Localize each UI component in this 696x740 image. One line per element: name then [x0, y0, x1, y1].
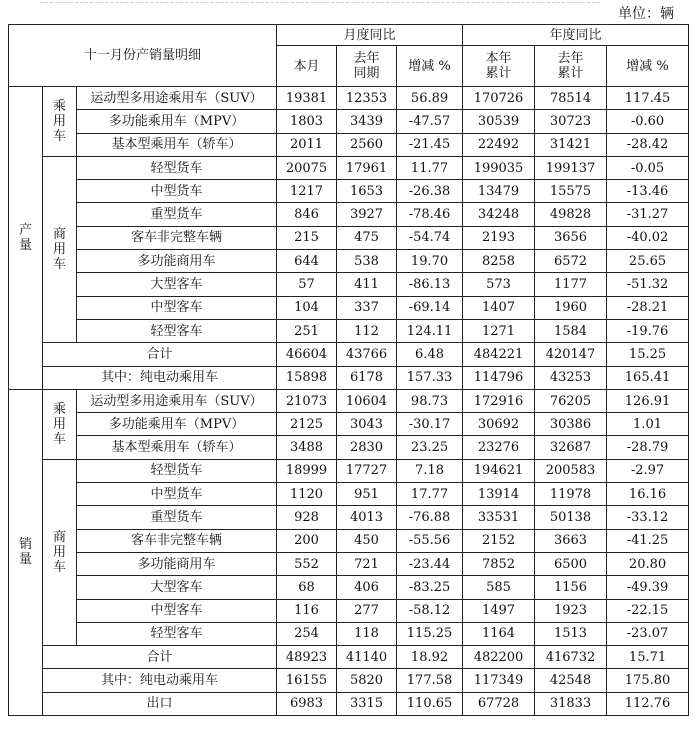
table-row — [9, 250, 689, 273]
cell-last-ytd: 49828 — [535, 203, 607, 226]
cell-last-ytd: 1156 — [535, 576, 607, 599]
cell-this-month: 2011 — [277, 133, 337, 156]
table-row — [9, 576, 689, 599]
table-row — [9, 319, 689, 342]
cell-ytd: 172916 — [463, 389, 535, 412]
cell-last-ytd: 6572 — [535, 250, 607, 273]
cell-last-year-same-period: 5820 — [337, 669, 397, 692]
col-header-monthly-change: 增减 % — [397, 46, 463, 87]
row-label: 中型客车 — [77, 296, 277, 319]
cell-annual-change: -13.46 — [607, 180, 689, 203]
cell-this-month: 552 — [277, 552, 337, 575]
cell-monthly-change: 17.77 — [397, 483, 463, 506]
cell-annual-change: 126.91 — [607, 389, 689, 412]
col-header-ytd: 本年 累计 — [463, 46, 535, 87]
cell-monthly-change: 115.25 — [397, 622, 463, 645]
cell-last-year-same-period: 118 — [337, 622, 397, 645]
cell-monthly-change: -78.46 — [397, 203, 463, 226]
cell-monthly-change: -58.12 — [397, 599, 463, 622]
cell-last-year-same-period: 12353 — [337, 87, 397, 110]
cell-last-year-same-period: 538 — [337, 250, 397, 273]
annual-group-header: 年度同比 — [463, 25, 689, 46]
table-row — [9, 413, 689, 436]
cell-this-month: 3488 — [277, 436, 337, 459]
total-row — [9, 646, 689, 669]
cell-last-year-same-period: 6178 — [337, 366, 397, 389]
table-row — [9, 436, 689, 459]
cell-this-month: 46604 — [277, 343, 337, 366]
cell-monthly-change: 177.58 — [397, 669, 463, 692]
cell-this-month: 2125 — [277, 413, 337, 436]
cell-ytd: 573 — [463, 273, 535, 296]
row-label: 多功能商用车 — [77, 552, 277, 575]
cell-last-ytd: 78514 — [535, 87, 607, 110]
table-row — [9, 110, 689, 133]
row-label: 其中：纯电动乘用车 — [43, 366, 277, 389]
cell-ytd: 30692 — [463, 413, 535, 436]
cell-this-month: 6983 — [277, 692, 337, 715]
row-label: 中型货车 — [77, 180, 277, 203]
table-row — [9, 389, 689, 412]
cell-last-year-same-period: 1653 — [337, 180, 397, 203]
cell-last-ytd: 200583 — [535, 459, 607, 482]
cell-last-year-same-period: 3927 — [337, 203, 397, 226]
cell-last-year-same-period: 10604 — [337, 389, 397, 412]
table-row — [9, 459, 689, 482]
cell-monthly-change: 157.33 — [397, 366, 463, 389]
cell-ytd: 117349 — [463, 669, 535, 692]
ev-row — [9, 366, 689, 389]
monthly-group-header: 月度同比 — [277, 25, 463, 46]
cell-last-ytd: 42548 — [535, 669, 607, 692]
cell-annual-change: 112.76 — [607, 692, 689, 715]
cell-ytd: 1271 — [463, 319, 535, 342]
row-label: 客车非完整车辆 — [77, 529, 277, 552]
cell-last-ytd: 11978 — [535, 483, 607, 506]
table-row — [9, 506, 689, 529]
table-title: 十一月份产销量明细 — [9, 25, 277, 87]
cell-last-year-same-period: 3315 — [337, 692, 397, 715]
table-row — [9, 87, 689, 110]
cell-last-ytd: 420147 — [535, 343, 607, 366]
cell-ytd: 13479 — [463, 180, 535, 203]
cell-ytd: 67728 — [463, 692, 535, 715]
row-label: 轻型货车 — [77, 459, 277, 482]
cell-ytd: 23276 — [463, 436, 535, 459]
cell-last-year-same-period: 112 — [337, 319, 397, 342]
cell-this-month: 20075 — [277, 156, 337, 179]
total-row — [9, 343, 689, 366]
table-row — [9, 133, 689, 156]
cell-annual-change: -0.05 — [607, 156, 689, 179]
cell-last-ytd: 3656 — [535, 226, 607, 249]
cell-ytd: 585 — [463, 576, 535, 599]
cell-last-ytd: 6500 — [535, 552, 607, 575]
cell-annual-change: -28.42 — [607, 133, 689, 156]
cell-annual-change: 165.41 — [607, 366, 689, 389]
cell-ytd: 170726 — [463, 87, 535, 110]
cell-monthly-change: 124.11 — [397, 319, 463, 342]
group-label-passenger: 乘 用 车 — [43, 389, 77, 459]
cell-last-year-same-period: 337 — [337, 296, 397, 319]
cell-ytd: 482200 — [463, 646, 535, 669]
cell-ytd: 1164 — [463, 622, 535, 645]
table-row — [9, 483, 689, 506]
cell-last-year-same-period: 43766 — [337, 343, 397, 366]
cell-annual-change: 1.01 — [607, 413, 689, 436]
row-label: 多功能商用车 — [77, 250, 277, 273]
cell-last-ytd: 50138 — [535, 506, 607, 529]
cell-annual-change: 16.16 — [607, 483, 689, 506]
cell-ytd: 1497 — [463, 599, 535, 622]
cell-last-ytd: 199137 — [535, 156, 607, 179]
cell-last-year-same-period: 3043 — [337, 413, 397, 436]
cell-monthly-change: 19.70 — [397, 250, 463, 273]
group-label-commercial: 商 用 车 — [43, 459, 77, 645]
cell-last-year-same-period: 450 — [337, 529, 397, 552]
cell-monthly-change: 98.73 — [397, 389, 463, 412]
row-label: 合计 — [43, 646, 277, 669]
cell-last-ytd: 31833 — [535, 692, 607, 715]
row-label: 重型货车 — [77, 506, 277, 529]
row-label: 合计 — [43, 343, 277, 366]
cell-this-month: 215 — [277, 226, 337, 249]
cell-monthly-change: -86.13 — [397, 273, 463, 296]
cell-last-ytd: 30723 — [535, 110, 607, 133]
cell-last-ytd: 1584 — [535, 319, 607, 342]
col-header-annual-change: 增减 % — [607, 46, 689, 87]
ev-row — [9, 669, 689, 692]
cell-last-year-same-period: 3439 — [337, 110, 397, 133]
cell-last-ytd: 3663 — [535, 529, 607, 552]
cell-annual-change: -22.15 — [607, 599, 689, 622]
table-row — [9, 622, 689, 645]
cell-ytd: 33531 — [463, 506, 535, 529]
cell-monthly-change: -54.74 — [397, 226, 463, 249]
cell-annual-change: -40.02 — [607, 226, 689, 249]
cell-this-month: 48923 — [277, 646, 337, 669]
row-label: 大型客车 — [77, 576, 277, 599]
cell-annual-change: -28.79 — [607, 436, 689, 459]
row-label: 轻型货车 — [77, 156, 277, 179]
row-label: 中型货车 — [77, 483, 277, 506]
cell-ytd: 2152 — [463, 529, 535, 552]
cell-monthly-change: -47.57 — [397, 110, 463, 133]
col-header-this-month: 本月 — [277, 46, 337, 87]
header-row-1 — [9, 25, 689, 46]
cell-last-year-same-period: 17961 — [337, 156, 397, 179]
cell-last-year-same-period: 406 — [337, 576, 397, 599]
table-row — [9, 156, 689, 179]
cell-annual-change: -0.60 — [607, 110, 689, 133]
cell-last-ytd: 1513 — [535, 622, 607, 645]
cell-ytd: 34248 — [463, 203, 535, 226]
cell-monthly-change: -76.88 — [397, 506, 463, 529]
row-label: 基本型乘用车（轿车） — [77, 436, 277, 459]
cell-monthly-change: -30.17 — [397, 413, 463, 436]
cell-ytd: 22492 — [463, 133, 535, 156]
cell-annual-change: -31.27 — [607, 203, 689, 226]
row-label: 多功能乘用车（MPV） — [77, 413, 277, 436]
cell-this-month: 1803 — [277, 110, 337, 133]
cell-monthly-change: 7.18 — [397, 459, 463, 482]
cell-this-month: 928 — [277, 506, 337, 529]
cell-last-ytd: 15575 — [535, 180, 607, 203]
cell-this-month: 1217 — [277, 180, 337, 203]
cell-last-ytd: 31421 — [535, 133, 607, 156]
col-header-last-year-same-period: 去年 同期 — [337, 46, 397, 87]
cell-this-month: 18999 — [277, 459, 337, 482]
row-label: 中型客车 — [77, 599, 277, 622]
row-label: 运动型多用途乘用车（SUV） — [77, 389, 277, 412]
cell-this-month: 16155 — [277, 669, 337, 692]
cell-last-year-same-period: 41140 — [337, 646, 397, 669]
table-row — [9, 203, 689, 226]
row-label: 基本型乘用车（轿车） — [77, 133, 277, 156]
row-label: 客车非完整车辆 — [77, 226, 277, 249]
cell-monthly-change: 23.25 — [397, 436, 463, 459]
cell-last-year-same-period: 2830 — [337, 436, 397, 459]
cell-this-month: 15898 — [277, 366, 337, 389]
cell-monthly-change: -26.38 — [397, 180, 463, 203]
cell-monthly-change: 6.48 — [397, 343, 463, 366]
section-label: 销 量 — [9, 389, 43, 715]
row-label: 其中：纯电动乘用车 — [43, 669, 277, 692]
cell-this-month: 19381 — [277, 87, 337, 110]
cell-annual-change: -33.12 — [607, 506, 689, 529]
cell-ytd: 2193 — [463, 226, 535, 249]
cell-monthly-change: 18.92 — [397, 646, 463, 669]
cell-annual-change: 15.71 — [607, 646, 689, 669]
table-row — [9, 226, 689, 249]
cell-annual-change: -49.39 — [607, 576, 689, 599]
unit-label: 单位：辆 — [618, 6, 674, 22]
cell-annual-change: 20.80 — [607, 552, 689, 575]
cell-ytd: 114796 — [463, 366, 535, 389]
cell-last-ytd: 1960 — [535, 296, 607, 319]
cell-ytd: 30539 — [463, 110, 535, 133]
cell-last-year-same-period: 4013 — [337, 506, 397, 529]
row-label: 大型客车 — [77, 273, 277, 296]
cell-this-month: 116 — [277, 599, 337, 622]
cell-this-month: 254 — [277, 622, 337, 645]
row-label: 运动型多用途乘用车（SUV） — [77, 87, 277, 110]
cell-annual-change: -41.25 — [607, 529, 689, 552]
cell-annual-change: -23.07 — [607, 622, 689, 645]
row-label: 轻型客车 — [77, 622, 277, 645]
section-label: 产 量 — [9, 87, 43, 390]
cell-this-month: 104 — [277, 296, 337, 319]
cell-last-year-same-period: 411 — [337, 273, 397, 296]
cell-last-ytd: 32687 — [535, 436, 607, 459]
cell-this-month: 251 — [277, 319, 337, 342]
cell-last-year-same-period: 277 — [337, 599, 397, 622]
table-row — [9, 296, 689, 319]
cell-annual-change: -2.97 — [607, 459, 689, 482]
cell-last-ytd: 1177 — [535, 273, 607, 296]
cell-ytd: 484221 — [463, 343, 535, 366]
cell-last-ytd: 76205 — [535, 389, 607, 412]
row-label: 轻型客车 — [77, 319, 277, 342]
cell-this-month: 57 — [277, 273, 337, 296]
cell-annual-change: -51.32 — [607, 273, 689, 296]
cell-ytd: 8258 — [463, 250, 535, 273]
cell-annual-change: -28.21 — [607, 296, 689, 319]
cell-ytd: 199035 — [463, 156, 535, 179]
export-row — [9, 692, 689, 715]
cell-annual-change: 15.25 — [607, 343, 689, 366]
cell-ytd: 194621 — [463, 459, 535, 482]
cell-last-ytd: 43253 — [535, 366, 607, 389]
cell-monthly-change: 11.77 — [397, 156, 463, 179]
cell-this-month: 644 — [277, 250, 337, 273]
cell-annual-change: 25.65 — [607, 250, 689, 273]
cell-monthly-change: -55.56 — [397, 529, 463, 552]
table-row — [9, 180, 689, 203]
production-sales-table — [8, 24, 689, 716]
cell-last-ytd: 416732 — [535, 646, 607, 669]
cell-last-year-same-period: 2560 — [337, 133, 397, 156]
cell-monthly-change: -83.25 — [397, 576, 463, 599]
cell-monthly-change: 56.89 — [397, 87, 463, 110]
row-label: 出口 — [43, 692, 277, 715]
cell-this-month: 21073 — [277, 389, 337, 412]
group-label-passenger: 乘 用 车 — [43, 87, 77, 157]
cell-last-year-same-period: 475 — [337, 226, 397, 249]
row-label: 重型货车 — [77, 203, 277, 226]
table-row — [9, 273, 689, 296]
cell-last-year-same-period: 721 — [337, 552, 397, 575]
cell-this-month: 68 — [277, 576, 337, 599]
col-header-last-ytd: 去年 累计 — [535, 46, 607, 87]
cell-monthly-change: -21.45 — [397, 133, 463, 156]
row-label: 多功能乘用车（MPV） — [77, 110, 277, 133]
table-row — [9, 599, 689, 622]
cell-annual-change: 175.80 — [607, 669, 689, 692]
table-row — [9, 552, 689, 575]
cell-monthly-change: -69.14 — [397, 296, 463, 319]
cell-ytd: 1407 — [463, 296, 535, 319]
cell-annual-change: -19.76 — [607, 319, 689, 342]
cell-this-month: 1120 — [277, 483, 337, 506]
cropped-previous-line — [40, 0, 600, 3]
cell-monthly-change: 110.65 — [397, 692, 463, 715]
cell-last-year-same-period: 951 — [337, 483, 397, 506]
table-row — [9, 529, 689, 552]
group-label-commercial: 商 用 车 — [43, 156, 77, 342]
cell-last-ytd: 1923 — [535, 599, 607, 622]
cell-annual-change: 117.45 — [607, 87, 689, 110]
cell-this-month: 846 — [277, 203, 337, 226]
cell-last-year-same-period: 17727 — [337, 459, 397, 482]
cell-ytd: 13914 — [463, 483, 535, 506]
cell-this-month: 200 — [277, 529, 337, 552]
cell-monthly-change: -23.44 — [397, 552, 463, 575]
cell-ytd: 7852 — [463, 552, 535, 575]
cell-last-ytd: 30386 — [535, 413, 607, 436]
